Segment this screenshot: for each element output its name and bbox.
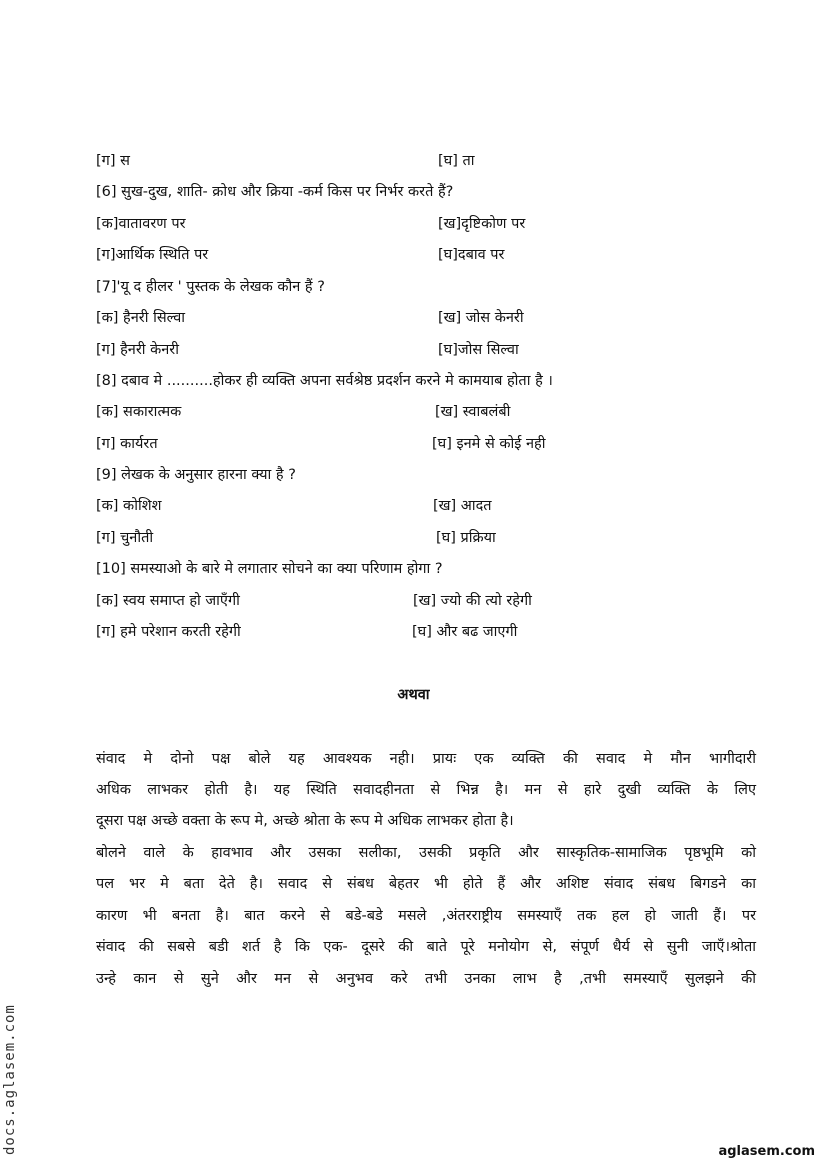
question-8: [8] दबाव मे ..........होकर ही व्यक्ति अपना सर्वश्रेष्ठ प्रदर्शन करने मे कामयाब होता है । — [96, 373, 553, 389]
passage-line: संवाद की सबसे बडी शर्त है कि एक- दूसरे की बाते पूरे मनोयोग से, संपूर्ण धैर्य से सुनी जाएँ।श्रोता — [96, 939, 756, 955]
passage-line: बोलने वाले के हावभाव और उसका सलीका, उसकी प्रकृति और सास्कृतिक-सामाजिक पृष्ठभूमि को — [96, 845, 756, 861]
q6-option-k: [क]वातावरण पर — [96, 216, 186, 232]
question-6: [6] सुख-दुख, शाति- क्रोध और क्रिया -कर्म किस पर निर्भर करते हैं? — [96, 184, 454, 200]
q8-option-g: [ग] कार्यरत — [96, 436, 158, 452]
side-watermark: docs.aglasem.com — [2, 1004, 18, 1155]
q8-option-kh: [ख] स्वाबलंबी — [435, 404, 511, 420]
question-10: [10] समस्याओ के बारे मे लगातार सोचने का क्या परिणाम होगा ? — [96, 561, 443, 577]
q7-option-kh: [ख] जोस केनरी — [438, 310, 524, 326]
q8-option-gh: [घ] इनमे से कोई नही — [432, 436, 546, 452]
q6-option-g: [ग]आर्थिक स्थिति पर — [96, 247, 209, 263]
q7-option-gh: [घ]जोस सिल्वा — [438, 342, 519, 358]
q9-option-g: [ग] चुनौती — [96, 530, 154, 546]
passage-line: अधिक लाभकर होती है। यह स्थिति सवादहीनता से भिन्न है। मन से हारे दुखी व्यक्ति के लिए — [96, 782, 756, 798]
passage-line: दूसरा पक्ष अच्छे वक्ता के रूप मे, अच्छे श्रोता के रूप मे अधिक लाभकर होता है। — [96, 813, 514, 829]
passage-line: कारण भी बनता है। बात करने से बडे-बडे मसले ,अंतरराष्ट्रीय समस्याएँ तक हल हो जाती हैं। पर — [96, 908, 756, 924]
q8-option-k: [क] सकारात्मक — [96, 404, 182, 420]
q7-option-k: [क] हैनरी सिल्वा — [96, 310, 186, 326]
q6-option-kh: [ख]दृष्टिकोण पर — [438, 216, 526, 232]
q10-option-kh: [ख] ज्यो की त्यो रहेगी — [413, 593, 532, 609]
q9-option-k: [क] कोशिश — [96, 498, 162, 514]
passage-line: पल भर मे बता देते है। सवाद से संबध बेहतर भी होते हैं और अशिष्ट संवाद संबध बिगडने का — [96, 876, 756, 892]
q5-option-gh: [घ] ता — [438, 153, 475, 169]
athava-heading: अथवा — [397, 687, 430, 703]
q6-option-gh: [घ]दबाव पर — [438, 247, 505, 263]
q9-option-kh: [ख] आदत — [433, 498, 492, 514]
footer-brand: aglasem.com — [718, 1144, 815, 1159]
passage-line: उन्हे कान से सुने और मन से अनुभव करे तभी उनका लाभ है ,तभी समस्याएँ सुलझने की — [96, 971, 756, 987]
q10-option-g: [ग] हमे परेशान करती रहेगी — [96, 624, 241, 640]
passage-line: संवाद मे दोनो पक्ष बोले यह आवश्यक नही। प्रायः एक व्यक्ति की सवाद मे मौन भागीदारी — [96, 751, 756, 767]
q9-option-gh: [घ] प्रक्रिया — [436, 530, 496, 546]
q10-option-k: [क] स्वय समाप्त हो जाएँगी — [96, 593, 240, 609]
q10-option-gh: [घ] और बढ जाएगी — [412, 624, 518, 640]
question-7: [7]'यू द हीलर ' पुस्तक के लेखक कौन हैं ? — [96, 279, 325, 295]
q7-option-g: [ग] हैनरी केनरी — [96, 342, 179, 358]
question-9: [9] लेखक के अनुसार हारना क्या है ? — [96, 467, 296, 483]
q5-option-g: [ग] स — [96, 153, 130, 169]
